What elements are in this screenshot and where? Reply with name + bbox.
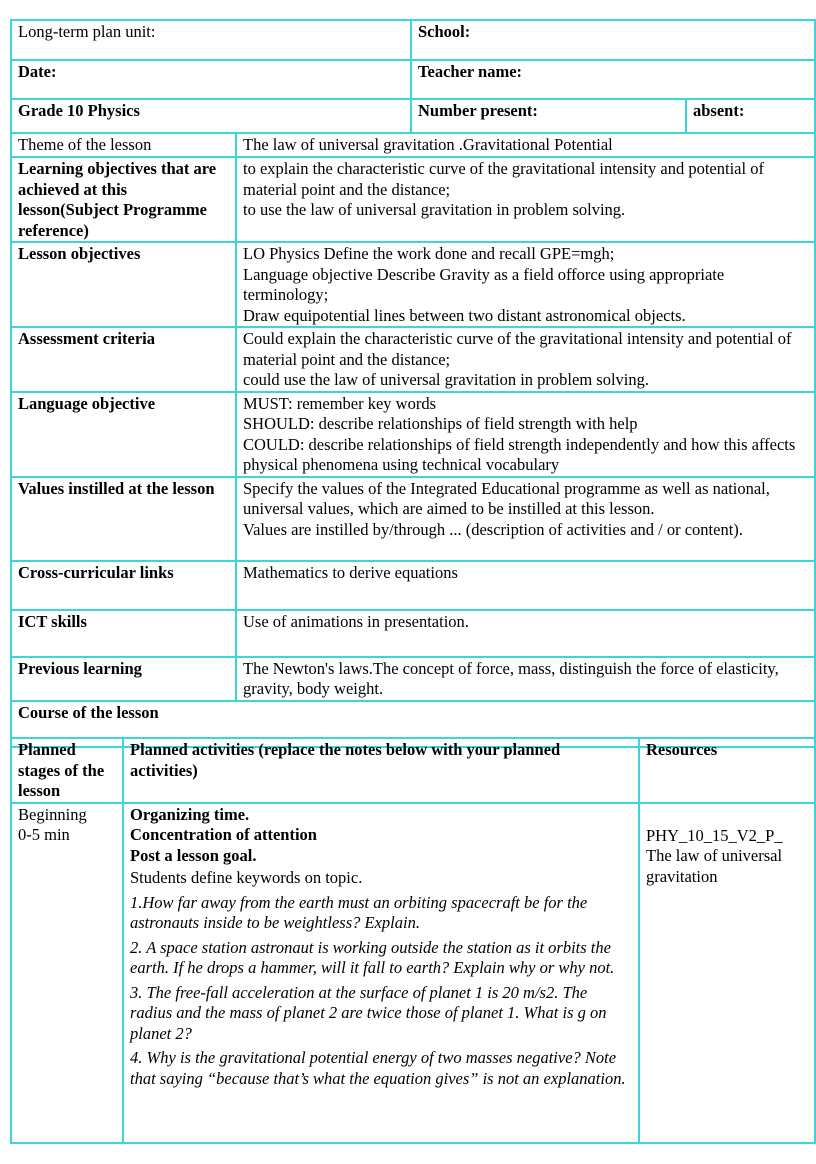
beginning-resources-cell [639, 803, 815, 1143]
cross-curricular-value: Mathematics to derive equations [236, 561, 815, 610]
previous-learning-label: Previous learning [11, 657, 236, 701]
language-objective-value [236, 392, 815, 477]
learning-objectives-label: Learning objectives that are achieved at this lesson(Subject Programme reference) [11, 157, 236, 242]
lesson-objectives-label: Lesson objectives [11, 242, 236, 327]
course-of-lesson-heading: Course of the lesson [11, 701, 815, 747]
lesson-objectives-value [236, 242, 815, 327]
resources-header: Resources [639, 738, 815, 803]
activity-bold-line: Organizing time. [130, 804, 250, 824]
absent-field: absent: [686, 99, 815, 133]
assessment-line: Could explain the characteristic curve of the gravitational intensity and potential of material point and the distance; [243, 329, 792, 369]
planned-stages-table [10, 737, 816, 1144]
learning-objective-line: to use the law of universal gravitation in problem solving. [243, 200, 626, 219]
school-field: School: [411, 20, 815, 60]
theme-label: Theme of the lesson [11, 133, 236, 157]
assessment-line: could use the law of universal gravitation in problem solving. [243, 370, 649, 389]
previous-learning-value: The Newton's laws.The concept of force, mass, distinguish the force of elasticity, gravity, body weight. [236, 657, 815, 701]
ict-skills-value: Use of animations in presentation. [236, 610, 815, 657]
activity-intro: Students define keywords on topic. [130, 868, 363, 887]
language-objective-label: Language objective [11, 392, 236, 477]
long-term-plan-unit: Long-term plan unit: [11, 20, 411, 60]
language-objective-line: COULD: describe relationships of field strength independently and how this affects physical phenomena using technical vocabulary [243, 434, 796, 474]
question-item: 3. The free-fall acceleration at the surface of planet 1 is 20 m/s2. The radius and the mass of planet 2 are twice those of planet 1. What is g on planet 2? [130, 982, 607, 1043]
values-value [236, 477, 815, 561]
activity-bold-line: Post a lesson goal. [130, 845, 257, 865]
resource-title: The law of universal gravitation [646, 846, 783, 886]
lesson-info-table [10, 132, 816, 748]
lesson-objective-line: LO Physics Define the work done and recall GPE=mgh; [243, 244, 615, 263]
question-item: 4. Why is the gravitational potential energy of two masses negative? Note that saying “because that’s what the equation gives” is not an explanation. [130, 1048, 626, 1088]
language-objective-line: SHOULD: describe relationships of field strength with help [243, 414, 638, 433]
values-line: Specify the values of the Integrated Educational programme as well as national, universal values, which are aimed to be instilled at this lesson. [243, 478, 770, 518]
ict-skills-label: ICT skills [11, 610, 236, 657]
values-label: Values instilled at the lesson [11, 477, 236, 561]
date-field: Date: [11, 60, 411, 99]
header-table [10, 19, 816, 134]
stage-time: 0-5 min [18, 825, 70, 844]
resource-code: PHY_10_15_V2_P_ [646, 825, 783, 845]
activity-bold-line: Concentration of attention [130, 825, 317, 844]
learning-objective-line: to explain the characteristic curve of the gravitational intensity and potential of material point and the distance; [243, 159, 764, 199]
teacher-name-field: Teacher name: [411, 60, 815, 99]
question-item: 2. A space station astronaut is working outside the station as it orbits the earth. If he drops a hammer, will it fall to earth? Explain why or why not. [130, 937, 615, 977]
activities-header: Planned activities (replace the notes below with your planned activities) [123, 738, 639, 803]
lesson-objective-line: Draw equipotential lines between two distant astronomical objects. [243, 305, 686, 325]
beginning-stage-cell [11, 803, 123, 1143]
stage-name: Beginning [18, 804, 87, 824]
cross-curricular-label: Cross-curricular links [11, 561, 236, 610]
number-present-field: Number present: [411, 99, 686, 133]
assessment-criteria-value [236, 327, 815, 392]
language-objective-line: MUST: remember key words [243, 393, 437, 413]
lesson-objective-line: Language objective Describe Gravity as a field offorce using appropriate terminology; [243, 264, 725, 304]
theme-value: The law of universal gravitation .Gravitational Potential [236, 133, 815, 157]
stages-header: Planned stages of the lesson [11, 738, 123, 803]
beginning-activities-cell [123, 803, 639, 1143]
values-line: Values are instilled by/through ... (description of activities and / or content). [243, 519, 743, 539]
learning-objectives-value [236, 157, 815, 242]
assessment-criteria-label: Assessment criteria [11, 327, 236, 392]
question-item: 1.How far away from the earth must an orbiting spacecraft be for the astronauts inside to be weightless? Explain. [130, 892, 588, 932]
grade-field: Grade 10 Physics [11, 99, 411, 133]
